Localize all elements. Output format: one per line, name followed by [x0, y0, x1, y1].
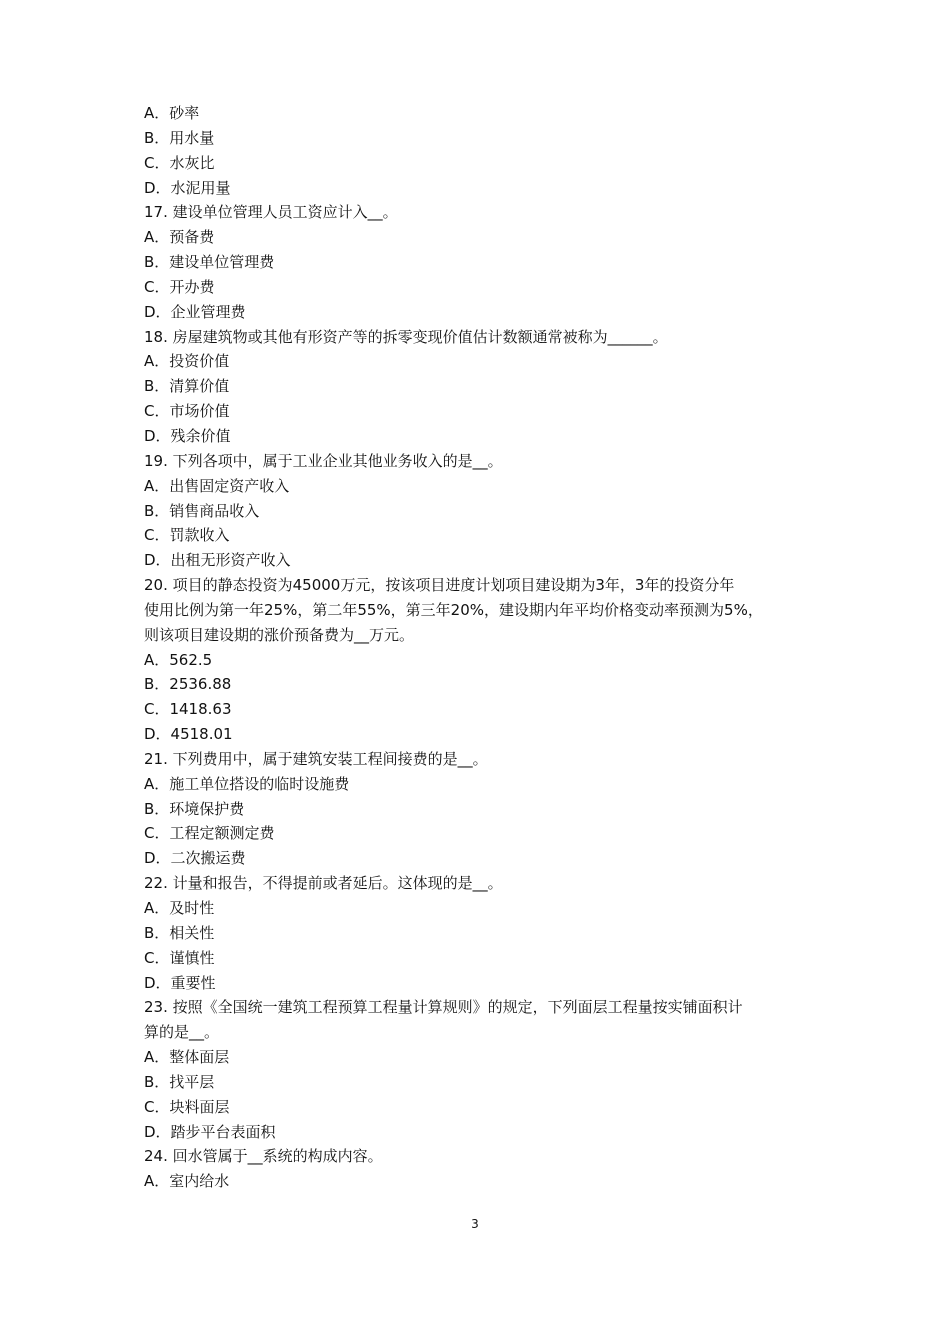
answer-option: C．块料面层 — [144, 1097, 230, 1116]
answer-option: C．工程定额测定费 — [144, 824, 275, 843]
answer-option: D．企业管理费 — [144, 302, 246, 321]
question-stem: 20. 项目的静态投资为45000万元，按该项目进度计划项目建设期为3年，3年的投资分年 — [144, 576, 735, 595]
question-stem: 22. 计量和报告，不得提前或者延后。这体现的是__。 — [144, 874, 503, 893]
answer-option: D．4518.01 — [144, 725, 233, 744]
answer-option: B．清算价值 — [144, 377, 230, 396]
answer-option: D．出租无形资产收入 — [144, 551, 291, 570]
answer-option: D．踏步平台表面积 — [144, 1122, 276, 1141]
answer-option: B．环境保护费 — [144, 799, 245, 818]
answer-option: C．1418.63 — [144, 700, 232, 719]
page-number: 3 — [471, 1217, 479, 1231]
answer-option: D．残余价值 — [144, 426, 231, 445]
answer-option: A．562.5 — [144, 650, 213, 669]
answer-option: C．罚款收入 — [144, 526, 230, 545]
answer-option: B．销售商品收入 — [144, 501, 260, 520]
question-stem: 23. 按照《全国统一建筑工程预算工程量计算规则》的规定，下列面层工程量按实铺面积计 — [144, 998, 743, 1017]
answer-option: B．2536.88 — [144, 675, 232, 694]
answer-option: B．用水量 — [144, 128, 215, 147]
answer-option: A．整体面层 — [144, 1048, 230, 1067]
answer-option: C．水灰比 — [144, 153, 215, 172]
answer-option: A．砂率 — [144, 104, 200, 122]
question-stem: 17. 建设单位管理人员工资应计入__。 — [144, 203, 398, 222]
answer-option: D．水泥用量 — [144, 178, 231, 197]
question-stem: 24. 回水管属于__系统的构成内容。 — [144, 1147, 383, 1166]
answer-option: A．投资价值 — [144, 352, 230, 371]
answer-option: D．二次搬运费 — [144, 849, 246, 868]
answer-option: A．及时性 — [144, 899, 215, 917]
answer-option: D．重要性 — [144, 973, 216, 992]
question-stem: 21. 下列费用中，属于建筑安装工程间接费的是__。 — [144, 749, 488, 768]
question-stem: 18. 房屋建筑物或其他有形资产等的拆零变现价值估计数额通常被称为______。 — [144, 327, 668, 346]
answer-option: B．找平层 — [144, 1072, 215, 1091]
question-stem-continued: 则该项目建设期的涨价预备费为__万元。 — [144, 625, 415, 644]
answer-option: A．预备费 — [144, 228, 215, 247]
answer-option: C．市场价值 — [144, 402, 230, 421]
answer-option: A．出售固定资产收入 — [144, 476, 290, 495]
question-stem-continued: 使用比例为第一年25%，第二年55%，第三年20%，建设期内年平均价格变动率预测为5%， — [144, 600, 763, 619]
question-stem: 19. 下列各项中，属于工业企业其他业务收入的是__。 — [144, 451, 503, 470]
question-list — [144, 101, 824, 1194]
answer-option: A．室内给水 — [144, 1172, 230, 1191]
answer-option: C．谨慎性 — [144, 948, 215, 967]
answer-option: B．相关性 — [144, 923, 215, 942]
answer-option: A．施工单位搭设的临时设施费 — [144, 774, 350, 793]
answer-option: B．建设单位管理费 — [144, 253, 275, 272]
answer-option: C．开办费 — [144, 277, 215, 296]
question-stem-continued: 算的是__。 — [144, 1023, 220, 1042]
